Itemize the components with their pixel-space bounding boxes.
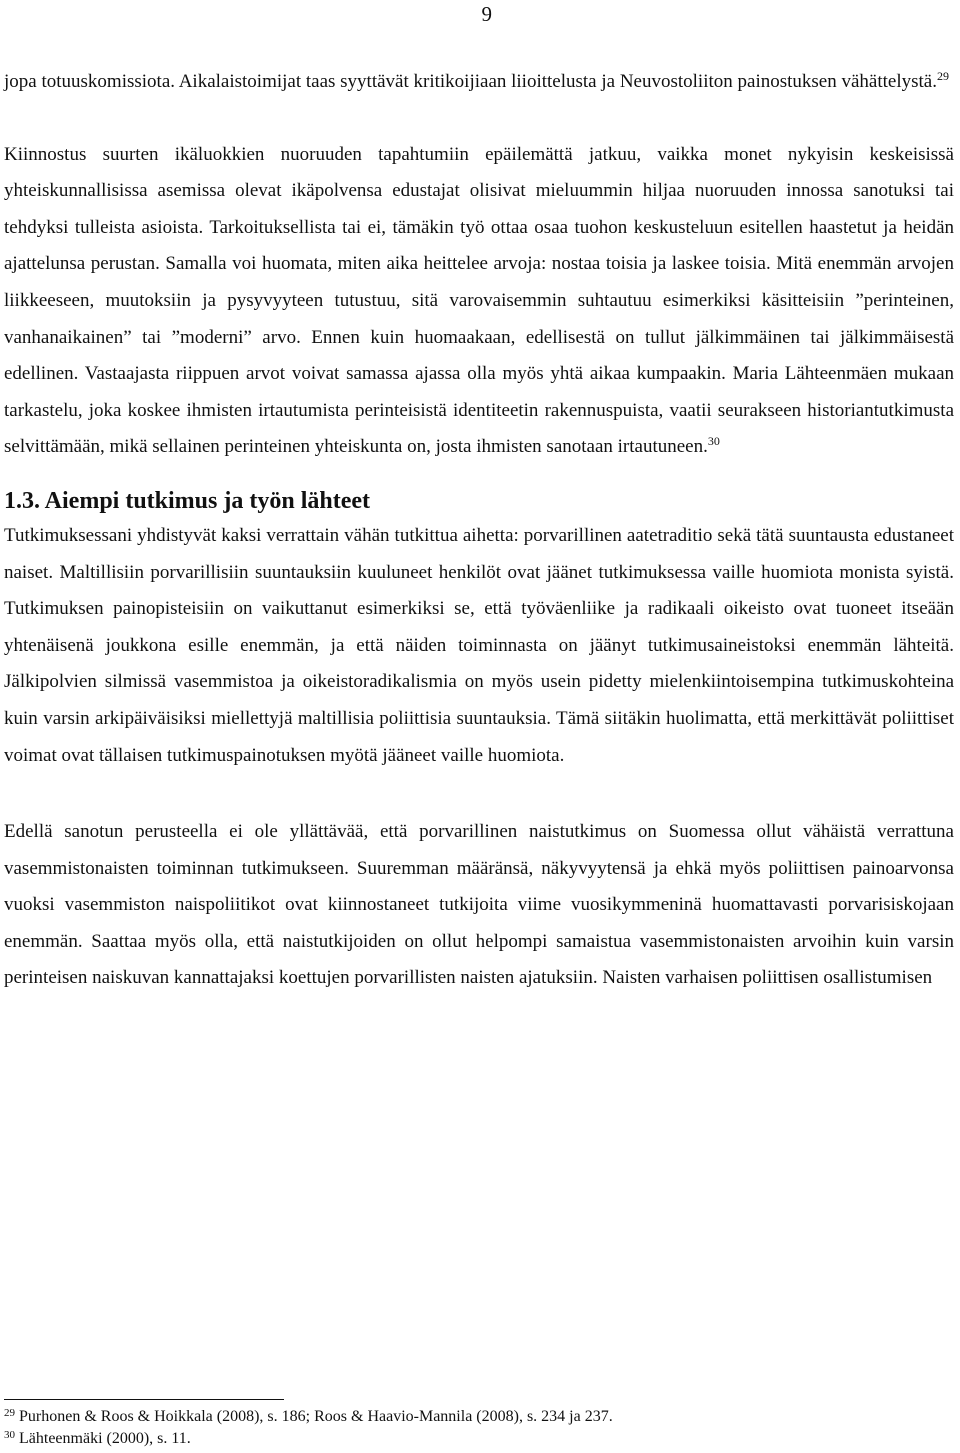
section-heading: 1.3. Aiempi tutkimus ja työn lähteet <box>4 487 370 514</box>
footnote-text: Lähteenmäki (2000), s. 11. <box>19 1430 191 1447</box>
paragraph-1-text: jopa totuuskomissiota. Aikalaistoimijat taas syyttävät kritikoijiaan liioittelusta ja Neuvostoliiton painostuksen vähättelystä. <box>4 71 937 92</box>
footnote-number: 30 <box>4 1429 15 1441</box>
footnotes <box>4 1406 613 1450</box>
footnote-divider <box>4 1399 284 1400</box>
page-body <box>4 64 954 997</box>
footnote-30 <box>4 1428 613 1450</box>
page-number: 9 <box>481 2 492 26</box>
footnote-ref-29: 29 <box>936 69 949 83</box>
footnote-29 <box>4 1406 613 1428</box>
paragraph-1 <box>4 64 954 101</box>
paragraph-2-text: Kiinnostus suurten ikäluokkien nuoruuden tapahtumiin epäilemättä jatkuu, vaikka monet nykyisin keskeisissä yhteiskunnallisissa asemissa olevat ikäpolvensa edustajat olisivat mieluummin hiljaa nuoruuden innossa sanotuksi tai tehdyksi tulleista asioista. Tarkoituksellista tai ei, tämäkin työ ottaa osaa tuohon keskusteluun esitellen haastetut ja heidän ajattelunsa perustan. Samalla voi huomata, miten aika heittelee arvoja: nostaa toisia ja laskee toisia. Mitä enemmän arvojen liikkeeseen, muutoksiin ja pysyvyyteen tutustuu, sitä varovaisemmin suhtautuu esimerkiksi käsitteisiin ”perinteinen, vanhanaikainen” tai ”moderni” arvo. Ennen kuin huomaakaan, edellisestä on tullut jälkimmäinen tai jälkimmäisestä edellinen. Vastaajasta riippuen arvot voivat samassa ajassa olla myös yhtä aikaa kumpaakin. Maria Lähteenmäen mukaan tarkastelu, joka koskee ihmisten irtautumista perinteisistä identiteetin rakennuspuista, vaatii seurakseen historiantutkimusta selvittämään, mikä sellainen perinteinen yhteiskunta on, josta ihmisten sanotaan irtautuneen. <box>4 143 954 458</box>
footnote-number: 29 <box>4 1407 15 1419</box>
footnote-text: Purhonen & Roos & Hoikkala (2008), s. 186; Roos & Haavio-Mannila (2008), s. 234 ja 237. <box>19 1408 613 1425</box>
paragraph-spacer <box>4 101 954 137</box>
paragraph-4: Edellä sanotun perusteella ei ole yllättävää, että porvarillinen naistutkimus on Suomessa ollut vähäistä verrattuna vasemmistonaisten toiminnan tutkimukseen. Suuremman määränsä, näkyvyytensä ja ehkä myös poliittisen painoarvonsa vuoksi vasemmiston naispoliitikot ovat kiinnostaneet tutkijoita viime vuosikymmeninä huomattavasti porvarisiskojaan enemmän. Saattaa myös olla, että naistutkijoiden on ollut helpompi samaistua vasemmistonaisten arvoihin kuin varsin perinteisen naiskuvan kannattajaksi koettujen porvarillisten naisten ajatuksiin. Naisten varhaisen poliittisen osallistumisen <box>4 821 954 989</box>
footnote-ref-30: 30 <box>707 434 720 449</box>
paragraph-spacer <box>4 774 954 814</box>
paragraph-2 <box>4 137 954 466</box>
paragraph-3: Tutkimuksessani yhdistyvät kaksi verrattain vähän tutkittua aihetta: porvarillinen aatetraditio sekä tätä suuntausta edustaneet naiset. Maltillisiin porvarillisiin suuntauksiin kuuluneet henkilöt ovat jäänet tutkimuksessa vaille huomiota monista syistä. Tutkimuksen painopisteisiin on vaikuttanut esimerkiksi se, että työväenliike ja radikaali oikeisto ovat tuoneet itseään yhtenäisenä joukkona esille enemmän, ja että näiden toiminnasta on jäänyt tutkimusaineistoksi enemmän lähteitä. Jälkipolvien silmissä vasemmistoa ja oikeistoradikalismia on myös usein pidetty mielenkiintoisempina tutkimuskohteina kuin varsin arkipäiväisiksi miellettyjä maltillisia poliittisia suuntauksia. Tämä siitäkin huolimatta, että merkittävät poliittiset voimat ovat tällaisen tutkimuspainotuksen myötä jääneet vaille huomiota. <box>4 524 954 766</box>
